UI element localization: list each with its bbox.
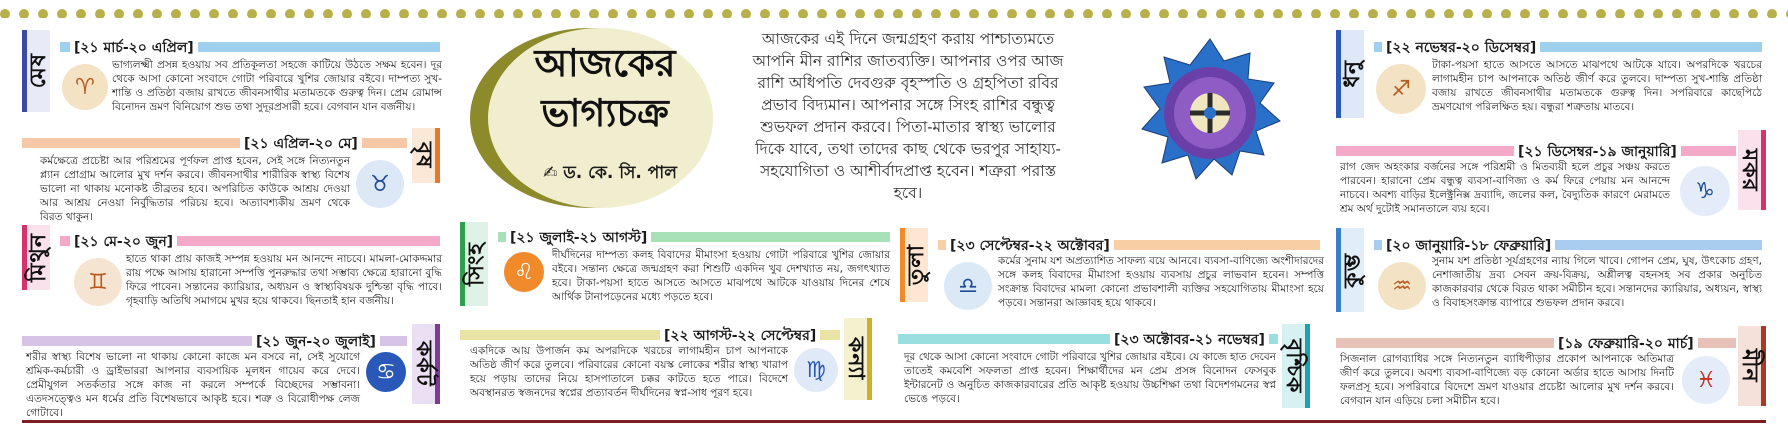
border-dot (1254, 9, 1264, 18)
border-dot (1387, 9, 1397, 18)
border-dot (1463, 9, 1473, 18)
sign-text: রাগ জেদ অহংকার বর্জনের সঙ্গে পরিশ্রমী ও মিতব্যয়ী হলে প্রচুর সঞ্চয় করতে পারবেন। হারানো প্রেম বন্ধুত্ব ব্যবসা-বাণিজ্য ও কর্ম ফিরে পেয়ায় মন আনন্দে নাচবে। অবশ্য বাড়ির ইলেক্ট্রনিক্স দ্রব্যাদি, জলের কল, বৈদ্যুতিক কারণে মেরামতে শ্রম অর্থ দুটোই সমানতালে ব্যয় হবে। (1340, 161, 1670, 215)
border-dot (684, 9, 694, 18)
border-dot (228, 9, 238, 18)
border-dot (760, 9, 770, 18)
border-dot (247, 9, 257, 18)
border-dot (779, 9, 789, 18)
border-dot (513, 9, 523, 18)
border-dot (209, 9, 219, 18)
sign-tab-taurus (412, 128, 440, 183)
author-byline: ✍ ড. কে. সি. পাল (543, 163, 677, 183)
border-dot (475, 9, 485, 18)
sign-name: মীন (1737, 349, 1762, 383)
bull-icon: ♉ (356, 160, 404, 208)
sign-name: মিথুন (26, 233, 51, 282)
scales-icon: ♎ (944, 262, 992, 310)
sign-name: কর্কট (411, 341, 436, 387)
border-dot (1425, 9, 1435, 18)
border-dot (874, 9, 884, 18)
border-dot (798, 9, 808, 18)
border-dot (19, 9, 29, 18)
sign-date: [২১ এপ্রিল-২০ মে] (240, 132, 362, 156)
border-dot (1691, 9, 1701, 18)
border-dot (494, 9, 504, 18)
border-dot (1102, 9, 1112, 18)
sign-text: একদিকে আয় উপার্জন কম অপরদিকে খরচের লাগামহীন চাপ আপনাকে অতিষ্ঠ জীর্ণ করে তুলবে। পরিবারের কোনো বয়স্ক লোকের শরীর স্বাস্থ্য খারাপ হয়ে পড়ায় তাদের নিয়ে হাসপাতালে চক্কর কাটতে হতে পারে। বিদেশে অবস্থানরত স্বজনদের স্বপ্নের প্রত্যাবর্তন দীর্ঘদিনের স্বপ্ন-সাধ পূরণ হবে। (470, 345, 788, 399)
border-dot (969, 9, 979, 18)
sign-date: [২৩ সেপ্টেম্বর-২২ অক্টোবর] (946, 234, 1114, 258)
sign-name: সিংহ (464, 242, 489, 286)
sign-tab-leo (460, 222, 488, 306)
border-dot (741, 9, 751, 18)
water-bearer-icon: ♒ (1378, 262, 1426, 310)
sign-date: [২০ জানুয়ারি-১৮ ফেব্রুয়ারি] (1382, 234, 1555, 258)
sign-tab-aries (22, 30, 50, 112)
title-line-2: ভাগ্যচক্র (541, 90, 669, 135)
sign-text: দূর থেকে আসা কোনো সংবাদে গোটা পরিবারে খুশির জোয়ার বইবে। যে কাজে হাত দেবেন তাতেই কমবেশি সফলতা প্রাপ্ত হবেন। শিক্ষার্থীদের মন প্রেম প্রসঙ্গ বিনোদন ফেসবুক ইন্টারনেট ও অনুচিত কাজকারবারের প্রতি আকৃষ্ট হওয়ায় উচ্চশিক্ষা তথা বিদেশগমনের স্বপ্ন ভেঙে পড়বে। (904, 351, 1276, 405)
border-dot (57, 9, 67, 18)
border-dot (1653, 9, 1663, 18)
border-dot (1159, 9, 1169, 18)
border-dot (1026, 9, 1036, 18)
sign-text: সুনাম যশ প্রতিষ্ঠা সূর্যগ্রহণের ন্যায় গিলে খাবে। গোপন প্রেম, ঘুষ, উৎকোচ গ্রহণ, নেশাজাতীয় দ্রব্য সেবন ক্রয়-বিক্রয়, অশ্লীলত্ব বহনসহ সব প্রকার অনুচিত কাজকারবার থেকে বিরত থাকা সমীচীন হবে। সন্তানদের ক্যারিয়ার, অধ্যয়ন, স্বাস্থ্য ও বিবাহসংক্রান্ত ব্যাপারে শুভফল প্রদান করবে। (1432, 255, 1762, 309)
border-dot (1178, 9, 1188, 18)
sign-name: ধনু (1340, 60, 1365, 88)
title-disc (470, 28, 740, 208)
border-dot (1064, 9, 1074, 18)
border-dot (1539, 9, 1549, 18)
border-dot (1368, 9, 1378, 18)
sign-tab-capricorn (1738, 130, 1766, 210)
border-dot (1577, 9, 1587, 18)
border-dot (836, 9, 846, 18)
border-dot (1292, 9, 1302, 18)
sign-name: বৃশ্চিক (1281, 338, 1306, 394)
sign-text: ভাগ্যলক্ষ্মী প্রসন্ন হওয়ায় সব প্রতিকূলতা সহজে কাটিয়ে উঠতে সক্ষম হবেন। দূর থেকে আসা কোনো সংবাদে গোটা পরিবারে খুশির জোয়ার বইবে। দাম্পত্য সুখ-শান্তি ও প্রতিষ্ঠা বজায় রাখতে জীবনসাথীর মতামতকে গুরুত্ব দিন। প্রেম রোমান্স বিনোদন ভ্রমণ বিনিয়োগ শুভ তথা সুদূরপ্রসারী হবে। বেগবান যান বর্জনীয়। (112, 59, 442, 113)
fish-icon: ♓ (1682, 356, 1730, 404)
border-dot (1197, 9, 1207, 18)
border-dot (570, 9, 580, 18)
sign-tab-aquarius (1336, 228, 1364, 312)
border-dot (380, 9, 390, 18)
border-dot (1235, 9, 1245, 18)
border-dot (1444, 9, 1454, 18)
ram-icon: ♈ (62, 64, 108, 110)
border-dot (1083, 9, 1093, 18)
border-dot (1121, 9, 1131, 18)
sign-tab-cancer (412, 324, 440, 404)
border-dot (361, 9, 371, 18)
border-dot (608, 9, 618, 18)
border-dot (1520, 9, 1530, 18)
sign-tab-sagittarius (1336, 30, 1364, 118)
sign-date: [২১ ডিসেম্বর-১৯ জানুয়ারি] (1514, 140, 1681, 164)
sign-name: বৃষ (411, 142, 436, 169)
archer-icon: ♐ (1376, 64, 1426, 114)
border-dot (399, 9, 409, 18)
sign-text: কর্মের সুনাম যশ অপ্রত্যাশিত সাফল্য বয়ে আনবে। ব্যবসা-বাণিজ্যে অংশীদারদের সঙ্গে কলহ বিবাদের মীমাংসা হওয়ায় ব্যবসায় প্রচুর লাভবান হবেন। সম্পত্তি সংক্রান্ত বিবাদের মামলা কোনো প্রভাবশালী ব্যক্তির সহযোগিতায় মীমাংসা হয়ে পড়বে। সন্তানরা আজ্ঞাবহ হয়ে থাকবে। (998, 255, 1324, 309)
border-dot (1596, 9, 1606, 18)
sign-tab-scorpio (1282, 324, 1310, 408)
border-dot (1273, 9, 1283, 18)
border-dot (931, 9, 941, 18)
border-dot (1558, 9, 1568, 18)
sign-text: শরীর স্বাস্থ্য বিশেষ ভালো না থাকায় কোনো কাজে মন বসবে না, সেই সুযোগে শ্রমিক-কর্মচারী ও ড্রাইভাররা আপনার ব্যবসায়িক মূলধন গায়েব করে দেবে। প্রেমীযুগল সতর্কতার সঙ্গে কাজ না করলে সম্পর্কে বিচ্ছেদের সম্ভাবনা। এতদসত্ত্বেও মন ধর্মের প্রতি বিশেষভাবে আকৃষ্ট হবে। শত্রু ও বিরোধীপক্ষ লেজ গোটাবে। (26, 351, 360, 419)
border-dot (912, 9, 922, 18)
twins-icon: ♊ (74, 258, 122, 306)
border-dot (1482, 9, 1492, 18)
border-dot (133, 9, 143, 18)
border-dot (1748, 9, 1758, 18)
border-dot (285, 9, 295, 18)
sign-tab-libra (900, 228, 928, 302)
border-dot (855, 9, 865, 18)
border-dot (1045, 9, 1055, 18)
border-dot (76, 9, 86, 18)
sign-text: টাকা-পয়সা হাতে আসতে আসতে মাঝপথে আটকে যাবে। অপরদিকে খরচের লাগামহীন চাপ আপনাকে অতিষ্ঠ জীর্ণ করে তুলবে। দাম্পত্য সুখ-শান্তি প্রতিষ্ঠা বজায় রাখতে জীবনসাথীর মতামতকে গুরুত্ব দিন। সপরিবারে কাছেপিঠে ভ্রমণযোগ পরিলক্ষিত হয়। বন্ধুরা শত্রুতায় মাতবে। (1432, 59, 1762, 113)
border-dot (1710, 9, 1720, 18)
sign-name: তুলা (904, 244, 929, 286)
sign-date: [১৯ ফেব্রুয়ারি-২০ মার্চ] (1554, 332, 1698, 356)
border-dot (437, 9, 447, 18)
border-dot (323, 9, 333, 18)
sign-tab-gemini (22, 225, 50, 290)
border-dot (532, 9, 542, 18)
sign-date: [২৩ অক্টোবর-২১ নভেম্বর] (1110, 328, 1269, 352)
border-dot (1330, 9, 1340, 18)
sign-name: মকর (1737, 148, 1762, 192)
dotted-border (0, 4, 1788, 18)
border-dot (1349, 9, 1359, 18)
sign-name: কন্যা (843, 337, 868, 381)
border-dot (171, 9, 181, 18)
border-dot (114, 9, 124, 18)
border-dot (627, 9, 637, 18)
sign-name: মেষ (26, 53, 51, 89)
sign-date: [২২ আগস্ট-২২ সেপ্টেম্বর] (660, 324, 820, 348)
border-dot (589, 9, 599, 18)
intro-paragraph: আজকের এই দিনে জন্মগ্রহণ করায় পাশ্চাত্যমতে আপনি মীন রাশির জাতব্যক্তি। আপনার ওপর আজ রাশি অধিপতি দেবগুরু বৃহস্পতি ও গ্রহপিতা রবির প্রভাব বিদ্যমান। আপনার সঙ্গে সিংহ রাশির বন্ধুত্ব শুভফল প্রদান করবে। পিতা-মাতার স্বাস্থ্য ভালোর দিকে যাবে, তথা তাদের কাছ থেকে ভরপুর সাহায্য-সহযোগিতা ও আশীর্বাদপ্রাপ্ত হবেন। শত্রুরা পরাস্ত হবে। (752, 30, 1064, 202)
border-dot (665, 9, 675, 18)
border-dot (0, 9, 10, 18)
border-dot (722, 9, 732, 18)
lion-icon: ♌ (504, 252, 544, 292)
border-dot (1216, 9, 1226, 18)
sign-text: দীর্ঘদিনের দাম্পত্য কলহ বিবাদের মীমাংসা হওয়ায় গোটা পরিবারে খুশির জোয়ার বইবে। সন্তান্য ক্ষেত্রে জন্মগ্রহণ করা শিশুটি একদিন খুব দেশখ্যাত নয়, জগৎখ্যাত হবে। টাকা-পয়সা হাতে আসতে আসতে মাঝপথে আটকে যাওয়ায় দিনের শেষে আর্থিক টানাপড়েনের মধ্যে পড়তে হবে। (552, 249, 890, 303)
border-dot (190, 9, 200, 18)
zodiac-wheel-image (1110, 38, 1310, 188)
border-dot (152, 9, 162, 18)
sign-text: কর্মক্ষেত্রে প্রচেষ্টা আর পরিশ্রমের পূর্ণফল প্রাপ্ত হবেন, সেই সঙ্গে নিত্যনতুন প্ল্যান প্রোগ্রাম আলোর মুখ দর্শন করবে। জীবনসাথীর শারীরিক স্বাস্থ্য বিশেষ ভালো না থাকায় মনোকষ্ট তীব্রতর হবে। অপরিচিত কাউকে আশ্রয় দেওয়া আর আশ্রয় নেওয়া নির্বুদ্ধিতার পরিচয় হবে। অত্যাবশ্যকীয় ভ্রমণ থেকে বিরত থাকুন। (40, 155, 350, 223)
sign-tab-pisces (1738, 326, 1766, 406)
border-dot (893, 9, 903, 18)
maiden-icon: ♍ (794, 348, 838, 392)
sign-text: হাতে থাকা প্রায় কাজই সম্পন্ন হওয়ায় মন আনন্দে নাচবে। মামলা-মোকদ্দমার রায় পক্ষে আসায় হারানো সম্পত্তি পুনরুদ্ধার তথা সম্ভাব্য ক্ষেত্রে হারানো বুদ্ধি ফিরে পাবেন। সন্তানের ক্যারিয়ার, অধ্যয়ন ও স্বাস্থ্যবিষয়ক দুশ্চিন্তা বৃদ্ধি পাবে। গৃহবাড়ি অতিথি সমাগমে মুখর হয়ে থাকবে। ছিনতাই হান বর্জনীয়। (126, 253, 442, 307)
border-dot (703, 9, 713, 18)
border-dot (1615, 9, 1625, 18)
sign-text: সিজনাল রোগব্যাধির সঙ্গে নিত্যনতুন ব্যাধিপীড়ার প্রকোপ আপনাকে অতিমাত্র জীর্ণ করে তুলবে। অবশ্য ব্যবসা-বাণিজ্যে বড় কোনো অর্ডার হাতে আসায় দিনটি ফলপ্রসূ হবে। সপরিবারে বিদেশে ভ্রমণ যাওয়ার প্রচেষ্টা আলোর মুখ দর্শন করবে। বেগবান যান এড়িয়ে চলা সমীচীন হবে। (1340, 353, 1674, 407)
page-title (505, 38, 705, 138)
border-dot (266, 9, 276, 18)
title-line-1: আজকের (534, 40, 676, 85)
bottom-rule (22, 420, 1766, 423)
sign-tab-virgo (844, 318, 872, 400)
sign-date: [২১ জুন-২০ জুলাই] (252, 330, 380, 354)
border-dot (418, 9, 428, 18)
border-dot (95, 9, 105, 18)
sign-date: [২২ নভেম্বর-২০ ডিসেম্বর] (1382, 36, 1540, 60)
border-dot (817, 9, 827, 18)
border-dot (1634, 9, 1644, 18)
sign-date: [২১ জুলাই-২১ আগস্ট] (506, 226, 651, 250)
border-dot (1007, 9, 1017, 18)
border-dot (551, 9, 561, 18)
sign-date: [২১ মে-২০ জুন] (70, 230, 177, 254)
border-dot (304, 9, 314, 18)
crab-icon: ♋ (366, 352, 406, 392)
border-dot (456, 9, 466, 18)
border-dot (1767, 9, 1777, 18)
sign-date: [২১ মার্চ-২০ এপ্রিল] (70, 36, 198, 60)
border-dot (950, 9, 960, 18)
goat-icon: ♑ (1680, 166, 1730, 216)
border-dot (1729, 9, 1739, 18)
sign-name: কুম্ভ (1340, 252, 1365, 288)
border-dot (38, 9, 48, 18)
border-dot (1672, 9, 1682, 18)
border-dot (342, 9, 352, 18)
border-dot (1311, 9, 1321, 18)
border-dot (1406, 9, 1416, 18)
border-dot (1501, 9, 1511, 18)
border-dot (646, 9, 656, 18)
border-dot (988, 9, 998, 18)
border-dot (1140, 9, 1150, 18)
